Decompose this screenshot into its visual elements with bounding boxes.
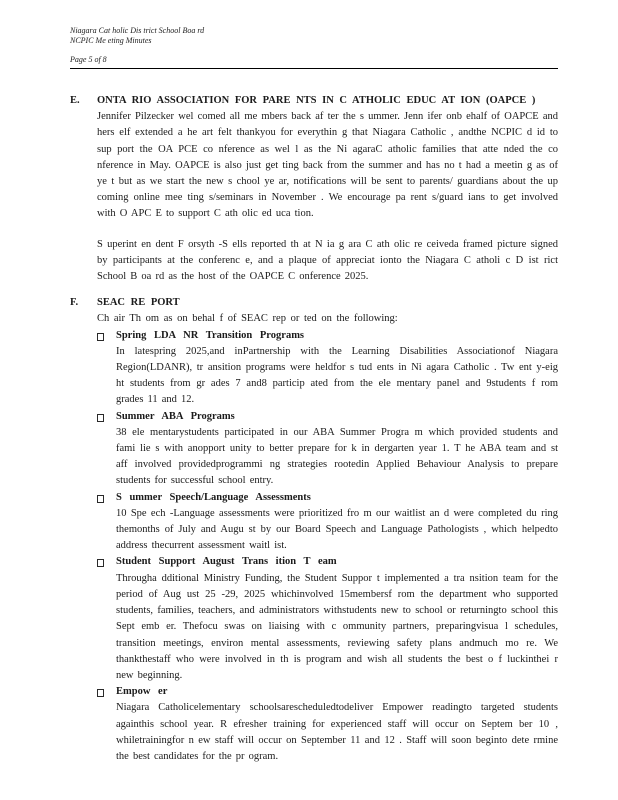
section-e-paragraph-1: Jennifer Pilzecker wel comed all me mbers back af ter the s ummer. Jenn ifer onb ehalf of OAPCE and hers elf extended a he art felt thankyou for everythin g that Niagara Catholic , andthe NCPIC d id to sup port the OA PCE co nference as wel l as the Ni agaraC atholic families that atte nded the co nference in May. OAPCE is also just get ting back from the summer and has no t had a meetin g as of ye t but as we start the new s chool ye ar, notifications will be sent to parents/ guardians about the up coming online mee ting s/seminars in November . We encourage pa rent s/guard ians to get involved with O APC E to support C ath olic ed uca tion. bbox=[97, 111, 558, 220]
section-f-intro: Ch air Th om as on behal f of SEAC rep or ted on the following: bbox=[97, 313, 398, 325]
bullet-title: Summer ABA Programs bbox=[116, 410, 235, 422]
bullet-title: Empow er bbox=[116, 686, 168, 698]
list-item bbox=[97, 554, 558, 684]
header-board-name: Niagara Cat holic Dis trict School Boa rd bbox=[70, 26, 205, 35]
list-item bbox=[97, 328, 558, 409]
section-e-label: E. bbox=[70, 95, 80, 106]
section-e-title: ONTA RIO ASSOCIATION FOR PARE NTS IN C ATHOLIC EDUC AT ION (OAPCE ) bbox=[97, 95, 536, 106]
list-item bbox=[97, 684, 558, 765]
square-bullet-icon bbox=[97, 333, 104, 341]
square-bullet-icon bbox=[97, 689, 104, 697]
page-header bbox=[70, 26, 558, 65]
bullet-body: In latespring 2025,and inPartnership with the Learning Disabilities Associationof Niagara Region(LDANR), tr ansition programs were heldfor s tud ents in Ni agara Catholic . Tw ent y-eig ht students from gr ades 7 and8 particip ated from the ele mentary panel and 9students f rom grades 11 and 12. bbox=[116, 345, 558, 406]
section-f-label: F. bbox=[70, 297, 79, 309]
section-e-body bbox=[97, 93, 558, 285]
list-item bbox=[97, 409, 558, 490]
bullet-body: Niagara Catholicelementary schoolsarescheduledtodeliver Empower readingto targeted students againthis school year. R efresher training for experienced staff will occur on Septem ber 10 , whiletrainingfor n ew staff will occur on September 11 and 12 . Staff will soon beginto dete rmine the best candidates for the pr ogram. bbox=[116, 702, 558, 762]
section-f bbox=[70, 295, 558, 765]
bullet-body: 10 Spe ech -Language assessments were prioritized fro m our waitlist an d were completed du ring themonths of July and Augu st by our Board Speech and Language Pathologists , which helpedto address thecurrent assessment waitl ist. bbox=[116, 507, 558, 552]
section-e-paragraph-2: S uperint en dent F orsyth -S ells reported th at N ia g ara C ath olic re ceiveda framed picture signed by participants at the conferenc e, and a plaque of appreciat ionto the Niagara C atholi c D ist rict School B oa rd as the host of the OAPCE C onference 2025. bbox=[97, 238, 558, 283]
square-bullet-icon bbox=[97, 559, 104, 567]
bullet-title: S ummer Speech/Language Assessments bbox=[116, 491, 311, 503]
header-divider bbox=[70, 68, 558, 69]
section-e bbox=[70, 93, 558, 285]
bullet-body: 38 ele mentarystudents participated in our ABA Summer Progra m which provided students and fami lie s with anopport unity to better prepare for k in dergarten year 1. T he ABA team and st aff involved providedprogrammi ng strategies rootedin Applied Behaviour Analysis to prepare students for successful school entry. bbox=[116, 426, 558, 487]
section-f-title: SEAC RE PORT bbox=[97, 297, 180, 309]
list-item bbox=[97, 490, 558, 555]
section-f-body bbox=[97, 295, 558, 765]
document-body bbox=[70, 93, 558, 765]
square-bullet-icon bbox=[97, 495, 104, 503]
square-bullet-icon bbox=[97, 414, 104, 422]
bullet-title: Student Support August Trans ition T eam bbox=[116, 556, 337, 568]
bullet-body: Througha dditional Ministry Funding, the Student Suppor t implemented a tra nsition team for the period of Aug ust 25 -29, 2025 whichinvolved 15membersf rom the department who supported students, families, teachers, and administrators withstudents new to school or returningto school this Sept emb er. Thefocu swas on liaising with c ommunity partners, preparingvisua l schedules, transition meetings, environ mental assessments, reviewing safety plans andmuch mo re. We thankthestaff who were involved in th is program and wish all students the best o f luckinthei r new beginning. bbox=[116, 572, 558, 681]
bullet-title: Spring LDA NR Transition Programs bbox=[116, 329, 305, 341]
header-doc-title: NCPIC Me eting Minutes bbox=[70, 36, 152, 45]
page-number: Page 5 of 8 bbox=[70, 55, 107, 64]
